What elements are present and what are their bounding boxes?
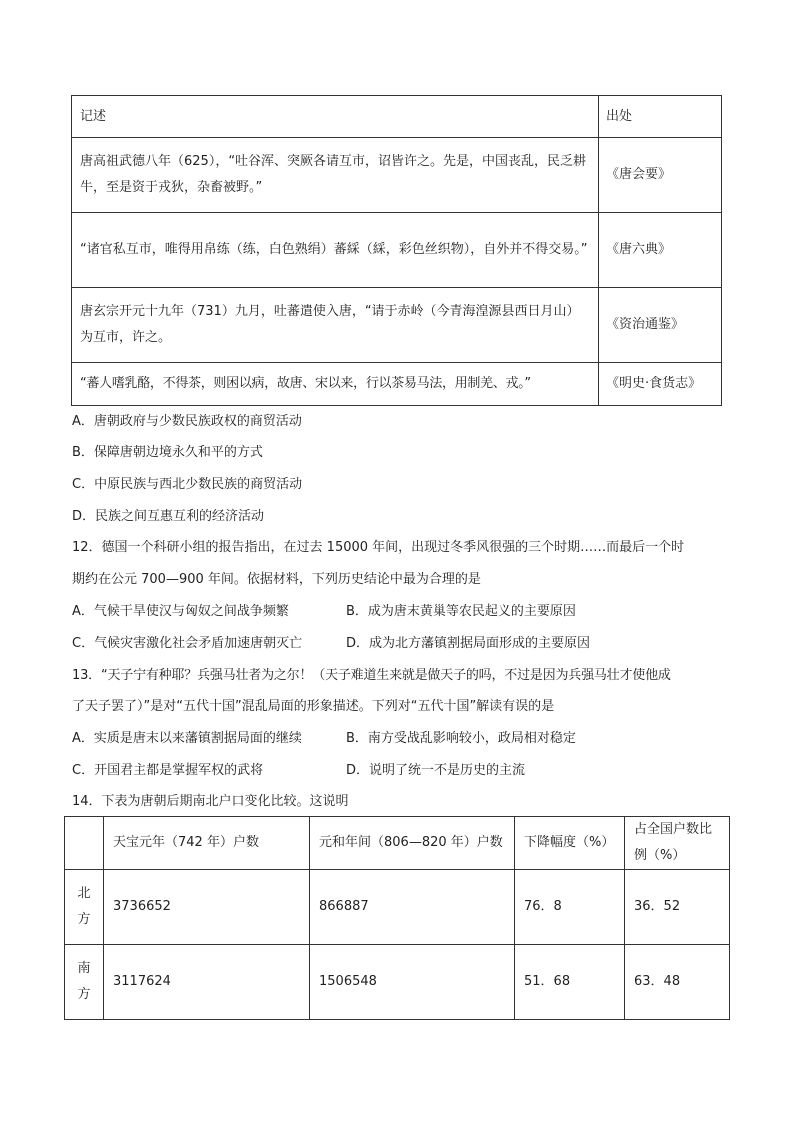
table-row-north bbox=[65, 870, 730, 945]
household-table-header bbox=[65, 817, 730, 870]
yuanhe-value: 866887 bbox=[310, 870, 515, 945]
share-header: 占全国户数比例（%） bbox=[625, 817, 730, 870]
records-table bbox=[71, 95, 722, 406]
q12-option-c: C．气候灾害激化社会矛盾加速唐朝灭亡 bbox=[72, 636, 303, 651]
decline-value: 51．68 bbox=[515, 945, 625, 1020]
q11-option-b: B．保障唐朝边境永久和平的方式 bbox=[72, 445, 263, 460]
q13-option-d: D．说明了统一不是历史的主流 bbox=[346, 763, 526, 778]
tianbao-value: 3736652 bbox=[104, 870, 310, 945]
record-text: 唐高祖武德八年（625），“吐谷浑、突厥各请互市，诏皆许之。先是，中国丧乱，民乏耕牛，至是资于戎狄，杂畜被野。” bbox=[72, 138, 599, 213]
region-cell bbox=[65, 870, 104, 945]
q11-option-a: A．唐朝政府与少数民族政权的商贸活动 bbox=[72, 414, 302, 429]
decline-value: 76．8 bbox=[515, 870, 625, 945]
source-header: 出处 bbox=[599, 96, 722, 138]
q12-option-d: D．成为北方藩镇割据局面形成的主要原因 bbox=[346, 636, 591, 651]
record-source: 《唐会要》 bbox=[599, 138, 722, 213]
record-source: 《唐六典》 bbox=[599, 213, 722, 288]
q12-stem-line2: 期约在公元 700—900 年间。依据材料，下列历史结论中最为合理的是 bbox=[72, 572, 481, 587]
decline-header: 下降幅度（%） bbox=[515, 817, 625, 870]
corner-header bbox=[65, 817, 104, 870]
record-source: 《明史·食货志》 bbox=[599, 363, 722, 406]
q11-option-d: D．民族之间互惠互利的经济活动 bbox=[72, 509, 265, 524]
record-text: 唐玄宗开元十九年（731）九月，吐蕃遣使入唐，“请于赤岭（今青海湟源县西日月山）为互市，许之。 bbox=[72, 288, 599, 363]
records-table-header bbox=[72, 96, 722, 138]
share-value: 63．48 bbox=[625, 945, 730, 1020]
yuanhe-header: 元和年间（806—820 年）户数 bbox=[310, 817, 515, 870]
table-row bbox=[72, 288, 722, 363]
q13-option-c: C．开国君主都是掌握军权的武将 bbox=[72, 763, 264, 778]
share-value: 36．52 bbox=[625, 870, 730, 945]
yuanhe-value: 1506548 bbox=[310, 945, 515, 1020]
q11-option-c: C．中原民族与西北少数民族的商贸活动 bbox=[72, 477, 303, 492]
q13-option-b: B．南方受战乱影响较小，政局相对稳定 bbox=[346, 731, 576, 746]
q12-option-a: A．气候干旱使汉与匈奴之间战争频繁 bbox=[72, 604, 289, 619]
table-row bbox=[72, 363, 722, 406]
q13-option-a: A．实质是唐末以来藩镇割据局面的继续 bbox=[72, 731, 302, 746]
q13-stem-line2: 了天子罢了）”是对“五代十国”混乱局面的形象描述。下列对“五代十国”解读有误的是 bbox=[72, 699, 555, 714]
region-north-top: 北 bbox=[77, 886, 91, 901]
record-header: 记述 bbox=[72, 96, 599, 138]
tianbao-value: 3117624 bbox=[104, 945, 310, 1020]
q13-stem-line1: 13．“天子宁有种耶？兵强马壮者为之尔！（天子难道生来就是做天子的吗，不过是因为兵强马壮才使他成 bbox=[72, 668, 671, 683]
region-south-bottom: 方 bbox=[77, 987, 91, 1002]
table-row-south bbox=[65, 945, 730, 1020]
table-row bbox=[72, 138, 722, 213]
record-text: “诸官私互市，唯得用帛练（练，白色熟绢）蕃綵（綵，彩色丝织物），自外并不得交易。” bbox=[72, 213, 599, 288]
region-south-top: 南 bbox=[77, 961, 91, 976]
q14-stem: 14．下表为唐朝后期南北户口变化比较。这说明 bbox=[72, 794, 349, 809]
tianbao-header: 天宝元年（742 年）户数 bbox=[104, 817, 310, 870]
record-text: “蕃人嗜乳酪，不得茶，则困以病，故唐、宋以来，行以茶易马法，用制羌、戎。” bbox=[72, 363, 599, 406]
region-cell bbox=[65, 945, 104, 1020]
q12-option-b: B．成为唐末黄巢等农民起义的主要原因 bbox=[346, 604, 576, 619]
household-table bbox=[64, 816, 730, 1020]
q12-stem-line1: 12．德国一个科研小组的报告指出，在过去 15000 年间，出现过冬季风很强的三个时期……而最后一个时 bbox=[72, 540, 685, 555]
record-source: 《资治通鉴》 bbox=[599, 288, 722, 363]
region-north-bottom: 方 bbox=[77, 912, 91, 927]
table-row bbox=[72, 213, 722, 288]
